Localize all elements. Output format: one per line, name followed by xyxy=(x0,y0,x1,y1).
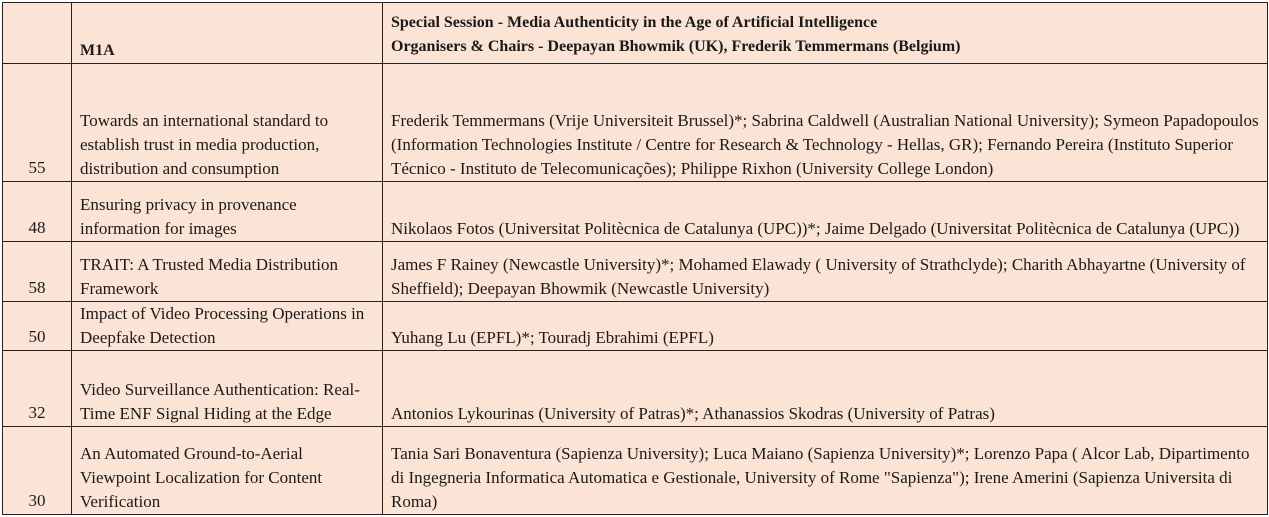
paper-authors: James F Rainey (Newcastle University)*; Mohamed Elawady ( University of Strathclyde); Charith Abhayartne (University of Sheffield); Deepayan Bhowmik (Newcastle University) xyxy=(383,242,1268,302)
table-row xyxy=(3,427,1268,515)
paper-id: 55 xyxy=(3,64,72,182)
paper-authors: Tania Sari Bonaventura (Sapienza University); Luca Maiano (Sapienza University)*; Lorenzo Papa ( Alcor Lab, Dipartimento di Ingegneria Informatica Automatica e Gestionale, University of Rome "Sapienza"); Irene Amerini (Sapienza Universita di Roma) xyxy=(383,427,1268,515)
paper-id: 32 xyxy=(3,351,72,427)
table-row xyxy=(3,242,1268,302)
paper-authors: Nikolaos Fotos (Universitat Politècnica de Catalunya (UPC))*; Jaime Delgado (Universitat Politècnica de Catalunya (UPC)) xyxy=(383,182,1268,242)
paper-title: Impact of Video Processing Operations in Deepfake Detection xyxy=(72,302,383,351)
paper-title: TRAIT: A Trusted Media Distribution Framework xyxy=(72,242,383,302)
header-id-cell xyxy=(3,3,72,64)
session-code: M1A xyxy=(72,3,383,64)
paper-title: Video Surveillance Authentication: Real-Time ENF Signal Hiding at the Edge xyxy=(72,351,383,427)
paper-id: 48 xyxy=(3,182,72,242)
session-title: Special Session - Media Authenticity in the Age of Artificial Intelligence xyxy=(391,14,878,31)
paper-authors: Antonios Lykourinas (University of Patras)*; Athanassios Skodras (University of Patras) xyxy=(383,351,1268,427)
table-row xyxy=(3,64,1268,182)
paper-title: Ensuring privacy in provenance information for images xyxy=(72,182,383,242)
paper-title: An Automated Ground-to-Aerial Viewpoint Localization for Content Verification xyxy=(72,427,383,515)
paper-authors: Yuhang Lu (EPFL)*; Touradj Ebrahimi (EPFL) xyxy=(383,302,1268,351)
session-header-cell xyxy=(383,3,1268,64)
session-organisers: Organisers & Chairs - Deepayan Bhowmik (UK), Frederik Temmermans (Belgium) xyxy=(391,38,961,55)
paper-authors: Frederik Temmermans (Vrije Universiteit Brussel)*; Sabrina Caldwell (Australian National University); Symeon Papadopoulos (Information Technologies Institute / Centre for Research & Technology - Hellas, GR); Fernando Pereira (Instituto Superior Técnico - Instituto de Telecomunicações); Philippe Rixhon (University College London) xyxy=(383,64,1268,182)
paper-id: 30 xyxy=(3,427,72,515)
table-row xyxy=(3,182,1268,242)
session-header-row xyxy=(3,3,1268,64)
paper-id: 58 xyxy=(3,242,72,302)
paper-id: 50 xyxy=(3,302,72,351)
table-row xyxy=(3,351,1268,427)
table-row xyxy=(3,302,1268,351)
paper-title: Towards an international standard to establish trust in media production, distribution and consumption xyxy=(72,64,383,182)
session-table xyxy=(2,2,1268,515)
